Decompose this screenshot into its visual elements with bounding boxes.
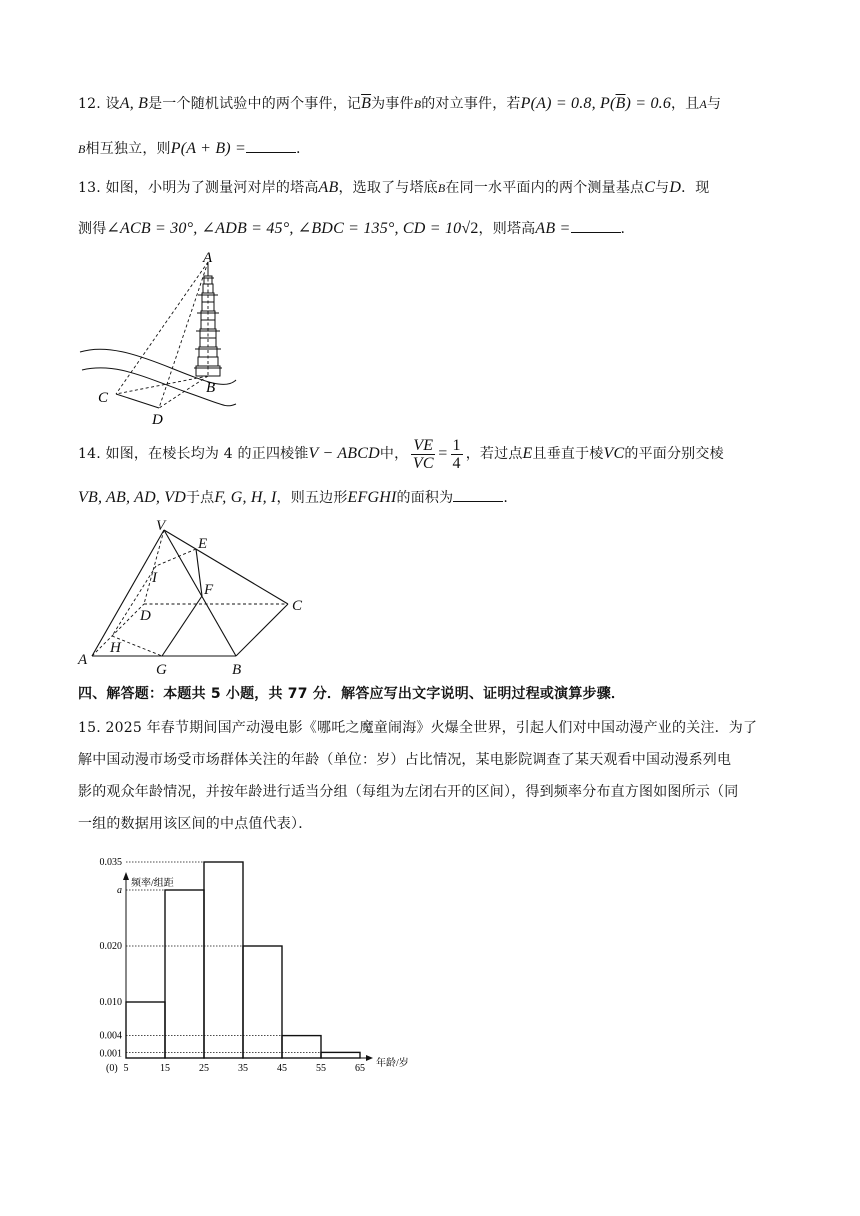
frac-den: 4	[452, 454, 461, 472]
q14-fraction-ve-vc	[411, 437, 435, 472]
line-ad	[159, 262, 208, 408]
y-axis-arrow	[123, 872, 129, 880]
pyramid-figure	[72, 516, 322, 676]
q14-text: 中，	[379, 446, 409, 462]
y-tick-label: 0.035	[99, 857, 122, 868]
q13-sqrt: √2	[461, 220, 479, 237]
q13-angles: ∠ACB = 30°, ∠ADB = 45°, ∠BDC = 135°, CD = 10	[106, 220, 462, 237]
q14-pyramid: V − ABCD	[308, 445, 380, 462]
label-e: E	[198, 536, 208, 552]
q14-points: F, G, H, I	[214, 489, 277, 506]
q14-text: ，若过点	[465, 446, 523, 462]
answer-blank[interactable]	[571, 218, 621, 233]
x-tick-label: 5	[123, 1063, 129, 1074]
label-d: D	[152, 412, 163, 428]
q12-pa: P(A) = 0.8, P(	[520, 95, 616, 112]
q14-eq: =	[438, 445, 448, 462]
line-cd	[116, 394, 159, 408]
q12-pab: P(A + B) =	[170, 140, 247, 157]
label-h: H	[110, 640, 121, 656]
histogram-bar	[282, 1036, 321, 1058]
label-d: D	[140, 608, 151, 624]
x-tick-label: 35	[238, 1063, 248, 1074]
y-tick-label: 0.010	[99, 997, 122, 1008]
edge-va	[92, 530, 164, 656]
q12-text: 是一个随机试验中的两个事件，记	[148, 96, 362, 112]
label-f: F	[204, 582, 214, 598]
y-tick-label: 0.004	[99, 1030, 122, 1042]
answer-blank[interactable]	[246, 138, 296, 153]
frac-den: VC	[412, 454, 434, 472]
q14-edges: VB, AB, AD, VD	[78, 489, 186, 506]
q13-text: 如图，小明为了测量河对岸的塔高	[105, 180, 319, 196]
q14-pentagon: EFGHI	[347, 489, 397, 506]
x-tick-label: 65	[355, 1063, 365, 1074]
q14-text: 的面积为	[396, 490, 454, 506]
x-tick-label: 45	[277, 1063, 287, 1074]
q13-d: D	[669, 179, 682, 196]
q14-text: ，则五边形	[276, 490, 348, 506]
y-axis-label: 频率/组距	[131, 878, 174, 889]
q12-number: 12.	[78, 96, 101, 112]
label-g: G	[156, 662, 167, 678]
q12-text: 为事件	[371, 96, 414, 112]
label-c: C	[292, 598, 303, 614]
x-tick-label: 25	[199, 1063, 209, 1074]
q15-line1: 15. 2025 年春节期间国产动漫电影《哪吒之魔童闹海》火爆全世界，引起人们对中国动漫产业的关注．为了	[78, 720, 758, 736]
q12-line1	[78, 94, 721, 114]
label-v: V	[156, 518, 166, 534]
y-tick-label: a	[117, 885, 122, 896]
label-c: C	[98, 390, 109, 406]
line-bc	[116, 376, 208, 394]
x-tick-label: 15	[160, 1063, 170, 1074]
q12-text: 的对立事件，若	[421, 96, 521, 112]
q12-b: B	[78, 142, 86, 156]
q12-text: 相互独立，则	[85, 141, 171, 157]
histogram-bar	[243, 946, 282, 1058]
histogram-bar	[165, 890, 204, 1058]
x-axis-arrow	[366, 1055, 373, 1061]
q14-number: 14.	[78, 446, 101, 462]
q12-text: 与	[706, 96, 722, 112]
q15-line4: 一组的数据用该区间的中点值代表）．	[78, 816, 313, 832]
q13-text: ，选取了与塔底	[338, 180, 438, 196]
q14-line1	[78, 436, 724, 472]
q12-text: 设	[105, 96, 120, 112]
q14-line2	[78, 487, 508, 508]
seg-fg	[162, 596, 202, 656]
q13-text: ，则塔高	[478, 221, 536, 237]
q14-e: E	[522, 445, 533, 462]
q13-number: 13.	[78, 180, 101, 196]
frac-num: 1	[452, 436, 461, 454]
seg-ih	[112, 566, 156, 636]
q12-line2	[78, 138, 301, 159]
q14-vc: VC	[603, 445, 625, 462]
q12-b: B	[413, 97, 422, 111]
seg-ef	[196, 549, 202, 596]
label-a: A	[78, 652, 88, 668]
q13-ab: AB	[318, 179, 339, 196]
x-axis-label: 年龄/岁	[376, 1058, 409, 1069]
q14-text: 的平面分别交棱	[624, 446, 724, 462]
q12-pb: ) = 0.6	[625, 95, 672, 112]
frac-num: VE	[413, 436, 434, 454]
q13-text: 与	[655, 180, 670, 196]
q14-fraction-value	[451, 437, 463, 472]
x-tick-label: 55	[316, 1063, 326, 1074]
tower-figure	[76, 248, 246, 428]
q12-b-bar: $\overline{B}$	[361, 95, 372, 112]
q12-end: .	[296, 141, 301, 157]
label-a: A	[203, 250, 213, 266]
label-b: B	[206, 380, 216, 396]
histogram-bar	[204, 862, 243, 1058]
histogram-bar	[321, 1052, 360, 1058]
y-tick-label: 0.001	[99, 1048, 122, 1060]
q14-text: 于点	[185, 490, 215, 506]
q13-text: ．现	[681, 180, 710, 196]
edge-bc	[236, 604, 288, 656]
q12-a: A	[699, 97, 707, 111]
q15-line3: 影的观众年龄情况，并按年龄进行适当分组（每组为左闭右开的区间），得到频率分布直方图如图所示（同	[78, 784, 739, 800]
q13-line2	[78, 218, 625, 239]
q13-line1	[78, 178, 709, 198]
q15-line2: 解中国动漫市场受市场群体关注的年龄（单位：岁）占比情况，某电影院调查了某天观看中国动漫系列电	[78, 752, 732, 768]
q12-events: A, B	[119, 95, 149, 112]
label-i: I	[152, 570, 157, 586]
q12-pb-bar: $\overline{B}$	[615, 95, 626, 112]
line-ac	[116, 262, 208, 394]
answer-blank[interactable]	[453, 487, 503, 502]
q13-end: .	[620, 221, 626, 237]
q13-text: 在同一水平面内的两个测量基点	[445, 180, 645, 196]
label-b: B	[232, 662, 242, 678]
origin-label: (0)	[106, 1063, 118, 1074]
frequency-histogram	[80, 857, 450, 1078]
y-tick-label: 0.020	[99, 941, 122, 952]
q14-text: 如图，在棱长均为 4 的正四棱锥	[105, 446, 309, 462]
q13-b: B	[437, 181, 446, 195]
q14-end: .	[503, 490, 508, 506]
section-heading: 四、解答题：本题共 5 小题，共 77 分．解答应写出文字说明、证明过程或演算步骤．	[78, 686, 626, 702]
edge-vd	[144, 530, 164, 604]
edge-vc	[164, 530, 288, 604]
q13-ab2: AB =	[535, 220, 571, 237]
q13-c: C	[644, 179, 656, 196]
histogram-bar	[126, 1002, 165, 1058]
q14-text: 且垂直于棱	[532, 446, 604, 462]
q12-text: ，且	[671, 96, 700, 112]
q13-text: 测得	[78, 221, 107, 237]
